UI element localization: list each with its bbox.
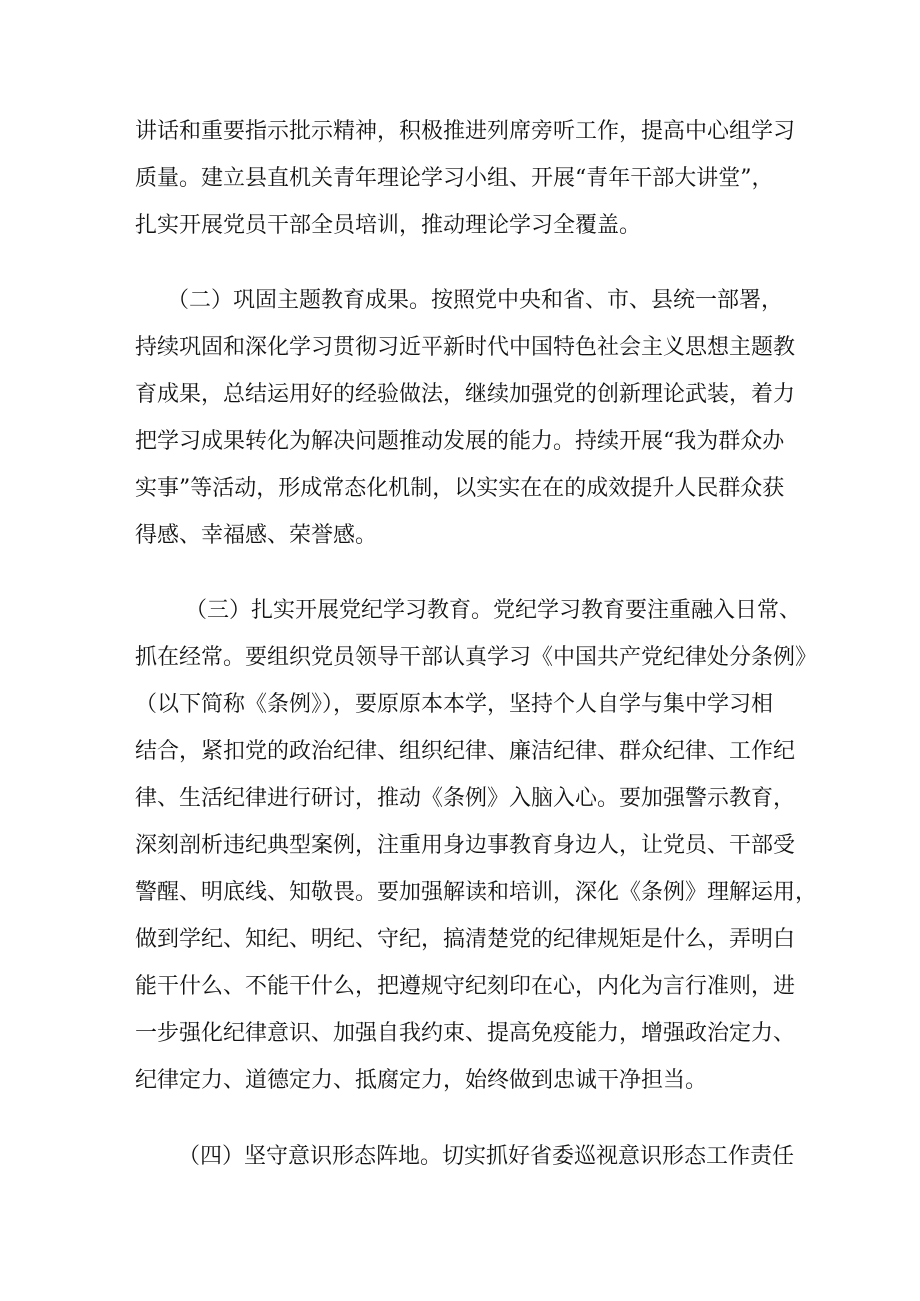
paragraph-line: 结合，紧扣党的政治纪律、组织纪律、廉洁纪律、群众纪律、工作纪	[135, 739, 796, 764]
paragraph-line: 育成果，总结运用好的经验做法，继续加强党的创新理论武装，着力	[135, 382, 796, 407]
paragraph-line: 律、生活纪律进行研讨，推动《条例》入脑入心。要加强警示教育，	[135, 786, 796, 811]
paragraph-line: 把学习成果转化为解决问题推动发展的能力。持续开展“我为群众办	[135, 429, 785, 454]
paragraph-heading-line: （三）扎实开展党纪学习教育。党纪学习教育要注重融入日常、	[185, 598, 802, 623]
paragraph-line: 得感、幸福感、荣誉感。	[135, 523, 378, 548]
paragraph-line: 纪律定力、道德定力、抵腐定力，始终做到忠诚干净担当。	[135, 1068, 708, 1093]
paragraph-line: 实事”等活动，形成常态化机制，以实实在在的成效提升人民群众获	[135, 476, 785, 501]
paragraph-line: 警醒、明底线、知敬畏。要加强解读和培训，深化《条例》理解运用，	[135, 880, 818, 905]
paragraph-line: 讲话和重要指示批示精神，积极推进列席旁听工作，提高中心组学习	[135, 119, 796, 144]
paragraph-line: 深刻剖析违纪典型案例，注重用身边事教育身边人，让党员、干部受	[135, 833, 796, 858]
paragraph-line: 抓在经常。要组织党员领导干部认真学习《中国共产党纪律处分条例》	[135, 645, 818, 670]
paragraph-heading-line: （四）坚守意识形态阵地。切实抓好省委巡视意识形态工作责任	[178, 1144, 795, 1169]
paragraph-line: 扎实开展党员干部全员培训，推动理论学习全覆盖。	[135, 213, 642, 238]
paragraph-line: （以下简称《条例》），要原原本本学，坚持个人自学与集中学习相	[135, 692, 774, 717]
paragraph-line: 做到学纪、知纪、明纪、守纪，搞清楚党的纪律规矩是什么，弄明白	[135, 927, 796, 952]
paragraph-line: 质量。建立县直机关青年理论学习小组、开展“青年干部大讲堂”，	[135, 166, 774, 191]
paragraph-line: 一步强化纪律意识、加强自我约束、提高免疫能力，增强政治定力、	[135, 1021, 796, 1046]
paragraph-line: 持续巩固和深化学习贯彻习近平新时代中国特色社会主义思想主题教	[135, 335, 796, 360]
paragraph-line: 能干什么、不能干什么，把遵规守纪刻印在心，内化为言行准则，进	[135, 974, 796, 999]
paragraph-heading-line: （二）巩固主题教育成果。按照党中央和省、市、县统一部署，	[167, 288, 784, 313]
